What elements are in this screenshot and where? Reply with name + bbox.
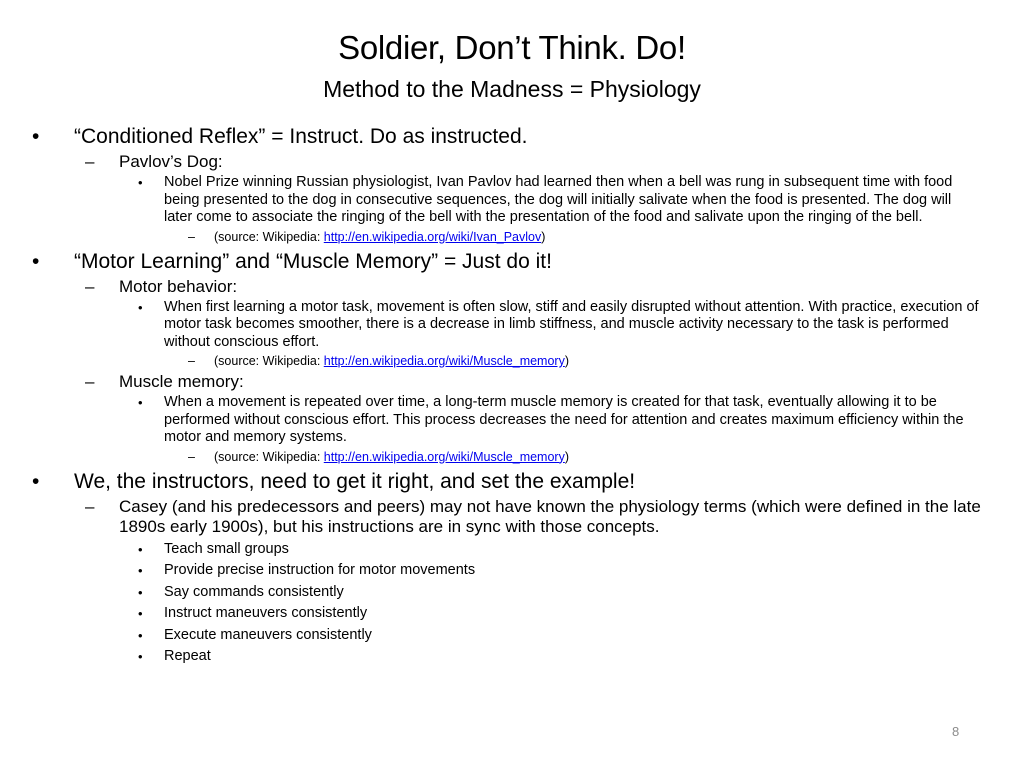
- detail-pavlov: [28, 174, 983, 227]
- source-prefix: (source: Wikipedia:: [214, 449, 324, 464]
- source-motor-behavior: [28, 353, 983, 369]
- bullet-text: “Conditioned Reflex” = Instruct. Do as instructed.: [74, 125, 528, 148]
- list-item-text: Execute maneuvers consistently: [164, 626, 372, 643]
- source-prefix: (source: Wikipedia:: [214, 354, 324, 368]
- bullet-icon: •: [32, 469, 40, 493]
- bullet-motor-learning: [28, 249, 983, 274]
- detail-text: Nobel Prize winning Russian physiologist, Ivan Pavlov had learned then when a bell was rung in subsequent time with food being presented to the dog in consecutive sequences, the dog will initially salivate when the food is presented. The dog will later come to associate the ringing of the bell with the presentation of the food and salivate upon the ringing of the bell.: [164, 174, 953, 225]
- slide-body: [28, 120, 983, 666]
- bullet-icon: •: [32, 125, 40, 148]
- bullet-conditioned-reflex: [28, 124, 983, 149]
- source-suffix: ): [541, 229, 546, 244]
- subbullet-casey: [28, 497, 983, 537]
- bullet-icon: •: [32, 249, 40, 273]
- detail-motor-behavior: [28, 299, 983, 352]
- page-number: 8: [952, 724, 960, 739]
- dash-icon: –: [85, 276, 95, 296]
- bullet-icon: •: [138, 649, 143, 664]
- source-pavlov: [28, 229, 983, 245]
- subbullet-text: Motor behavior:: [119, 276, 238, 296]
- source-link-muscle-memory[interactable]: http://en.wikipedia.org/wiki/Muscle_memory: [323, 449, 565, 464]
- detail-muscle-memory: [28, 394, 983, 447]
- dash-icon: –: [85, 496, 95, 516]
- source-muscle-memory: [28, 449, 983, 465]
- subbullet-text: Casey (and his predecessors and peers) may not have known the physiology terms (which were defined in the late 1890s early 1900s), but his instructions are in sync with those concepts.: [119, 496, 981, 536]
- bullet-icon: •: [138, 563, 143, 578]
- subbullet-pavlovs-dog: [28, 152, 983, 172]
- source-suffix: ): [564, 354, 570, 368]
- subbullet-motor-behavior: [28, 277, 983, 297]
- bullet-icon: •: [138, 175, 143, 190]
- subbullet-muscle-memory: [28, 372, 983, 392]
- subbullet-text: Pavlov’s Dog:: [119, 152, 223, 171]
- list-item: [28, 605, 983, 623]
- list-item: [28, 584, 983, 602]
- bullet-icon: •: [138, 299, 143, 315]
- source-prefix: (source: Wikipedia:: [214, 229, 324, 244]
- subbullet-text: Muscle memory:: [119, 372, 244, 391]
- list-item-text: Say commands consistently: [164, 583, 344, 600]
- list-item: [28, 562, 983, 580]
- dash-icon: –: [188, 449, 195, 464]
- bullet-icon: •: [138, 627, 143, 643]
- dash-icon: –: [188, 354, 195, 368]
- list-item: [28, 627, 983, 645]
- slide-title: Soldier, Don’t Think. Do!: [338, 29, 686, 66]
- list-item-text: Teach small groups: [164, 540, 289, 557]
- bullet-text: We, the instructors, need to get it right, and set the example!: [74, 469, 636, 493]
- detail-text: When first learning a motor task, movement is often slow, stiff and easily disrupted without attention. With practice, execution of motor task becomes smoother, there is a decrease in limb stiffness, and muscle activity necessary to the task is performed without conscious effort.: [164, 298, 979, 350]
- detail-text: When a movement is repeated over time, a long-term muscle memory is created for that task, eventually allowing it to be performed without conscious effort. This process decreases the need for attention and creates maximum efficiency within the motor and memory systems.: [164, 394, 964, 445]
- list-item: [28, 648, 983, 666]
- list-item-text: Provide precise instruction for motor movements: [164, 562, 476, 578]
- bullet-icon: •: [138, 584, 143, 600]
- slide-subtitle: Method to the Madness = Physiology: [323, 76, 701, 102]
- list-item-text: Repeat: [164, 648, 211, 664]
- bullet-icon: •: [138, 395, 143, 410]
- source-link-ivan-pavlov[interactable]: http://en.wikipedia.org/wiki/Ivan_Pavlov: [323, 229, 542, 244]
- source-suffix: ): [564, 449, 570, 464]
- dash-icon: –: [85, 372, 95, 391]
- bullet-icon: •: [138, 541, 143, 557]
- bullet-icon: •: [138, 606, 143, 621]
- bullet-instructors: [28, 469, 983, 494]
- dash-icon: –: [188, 229, 195, 244]
- list-item-text: Instruct maneuvers consistently: [164, 605, 368, 621]
- bullet-text: “Motor Learning” and “Muscle Memory” = Just do it!: [74, 249, 552, 273]
- list-item: [28, 541, 983, 559]
- dash-icon: –: [85, 152, 95, 171]
- source-link-muscle-memory[interactable]: http://en.wikipedia.org/wiki/Muscle_memory: [323, 354, 565, 368]
